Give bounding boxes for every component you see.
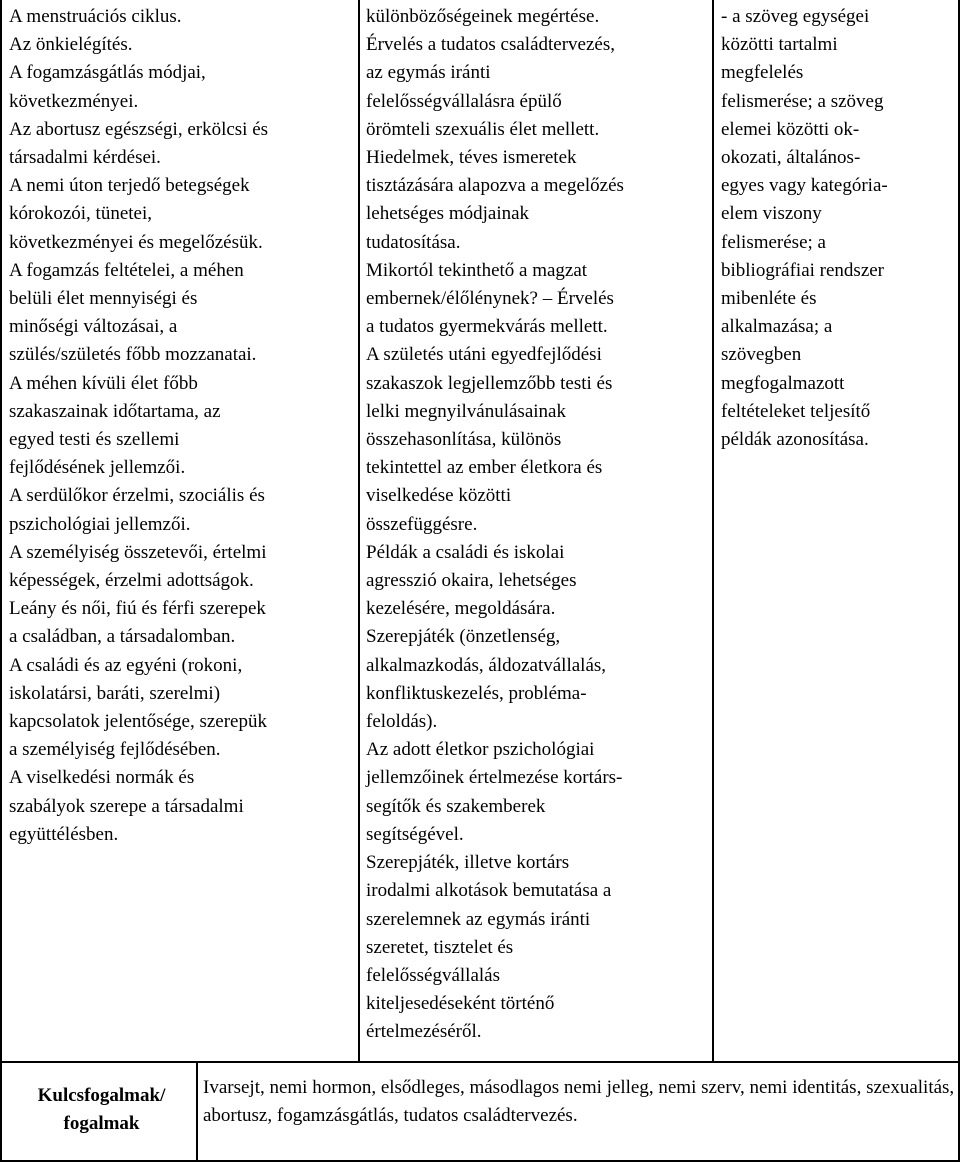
column-divider-2	[712, 0, 714, 1062]
topic-line: A fogamzás feltételei, a méhen	[9, 259, 244, 281]
activity-line: tisztázására alapozva a megelőzés	[366, 175, 624, 197]
key-concepts-text: Ivarsejt, nemi hormon, elsődleges, másodlagos nemi jelleg, nemi szerv, nemi identitás, szexualitás, abortusz, fogamzásgátlás, tudatos családtervezés.	[203, 1077, 955, 1126]
skill-line: mibenléte és	[721, 288, 817, 310]
topic-line: A nemi úton terjedő betegségek	[9, 175, 250, 197]
activity-line: segítségével.	[366, 823, 464, 845]
row-divider	[0, 1061, 960, 1063]
topic-line: A menstruációs ciklus.	[9, 6, 182, 27]
skill-line: bibliográfiai rendszer	[721, 259, 885, 281]
topic-line: társadalmi kérdései.	[9, 147, 161, 169]
key-concepts-divider	[196, 1062, 198, 1162]
column-divider-1	[358, 0, 360, 1062]
topic-line: Az önkielégítés.	[9, 34, 133, 56]
activity-line: szeretet, tisztelet és	[366, 936, 514, 958]
skill-line: elem viszony	[721, 203, 822, 225]
topic-line: Leány és női, fiú és férfi szerepek	[9, 598, 266, 620]
activity-line: Érvelés a tudatos családtervezés,	[366, 34, 615, 56]
topic-line: szakaszainak időtartama, az	[9, 400, 221, 422]
key-concepts-label	[10, 1082, 193, 1138]
topic-line: egyed testi és szellemi	[9, 429, 180, 451]
activity-line: Az adott életkor pszichológiai	[366, 739, 595, 761]
activity-line: feloldás).	[366, 711, 438, 733]
topic-line: belüli élet mennyiségi és	[9, 288, 198, 310]
activity-line: az egymás iránti	[366, 62, 491, 84]
skill-line: megfogalmazott	[721, 372, 845, 394]
topic-line: következményei.	[9, 90, 139, 112]
topic-line: pszichológiai jellemzői.	[9, 513, 191, 535]
skill-line: - a szöveg egységei	[721, 6, 870, 27]
activity-line: embernek/élőlénynek? – Érvelés	[366, 288, 614, 310]
activity-line: Szerepjáték (önzetlenség,	[366, 626, 561, 648]
skill-line: megfelelés	[721, 62, 804, 84]
activity-line: összefüggésre.	[366, 513, 478, 535]
topic-line: szabályok szerepe a társadalmi	[9, 795, 244, 817]
skill-line: elemei közötti ok-	[721, 118, 860, 140]
topic-line: Az abortusz egészségi, erkölcsi és	[9, 118, 269, 140]
skill-line: okozati, általános-	[721, 147, 861, 169]
activity-line: tekintettel az ember életkora és	[366, 457, 603, 479]
activity-line: a tudatos gyermekvárás mellett.	[366, 316, 608, 338]
topic-line: következményei és megelőzésük.	[9, 231, 263, 253]
activity-line: A születés utáni egyedfejlődési	[366, 344, 602, 366]
skill-line: szövegben	[721, 344, 802, 366]
activity-line: tudatosítása.	[366, 231, 461, 253]
activity-line: kezelésére, megoldására.	[366, 598, 556, 620]
skill-line: példák azonosítása.	[721, 429, 869, 451]
activity-line: Hiedelmek, téves ismeretek	[366, 147, 577, 169]
key-concepts-label-line-1: Kulcsfogalmak/	[37, 1085, 166, 1106]
activity-line: agresszió okaira, lehetséges	[366, 570, 577, 592]
skills-column	[721, 3, 957, 454]
topic-line: iskolatársi, baráti, szerelmi)	[9, 682, 221, 704]
activity-line: örömteli szexuális élet mellett.	[366, 118, 600, 140]
activity-line: felelősségvállalásra épülő	[366, 90, 562, 112]
topic-line: szülés/születés főbb mozzanatai.	[9, 344, 257, 366]
skill-line: felismerése; a szöveg	[721, 90, 884, 112]
topic-line: a családban, a társadalomban.	[9, 626, 236, 648]
topic-line: kapcsolatok jelentősége, szerepük	[9, 711, 267, 733]
activities-column	[366, 3, 711, 1047]
topic-line: kórokozói, tünetei,	[9, 203, 152, 225]
topic-line: A személyiség összetevői, értelmi	[9, 541, 267, 563]
topic-line: A fogamzásgátlás módjai,	[9, 62, 206, 84]
skill-line: feltételeket teljesítő	[721, 400, 871, 422]
skill-line: egyes vagy kategória-	[721, 175, 888, 197]
activity-line: konfliktuskezelés, probléma-	[366, 682, 587, 704]
activity-line: összehasonlítása, különös	[366, 429, 562, 451]
topic-line: A viselkedési normák és	[9, 767, 195, 789]
activity-line: felelősségvállalás	[366, 964, 501, 986]
activity-line: viselkedése közötti	[366, 485, 512, 507]
activity-line: alkalmazkodás, áldozatvállalás,	[366, 654, 607, 676]
activity-line: lelki megnyilvánulásainak	[366, 400, 566, 422]
activity-line: szerelemnek az egymás iránti	[366, 908, 591, 930]
activity-line: lehetséges módjainak	[366, 203, 530, 225]
skill-line: alkalmazása; a	[721, 316, 833, 338]
activity-line: jellemzőinek értelmezése kortárs-	[366, 767, 623, 789]
activity-line: Példák a családi és iskolai	[366, 541, 565, 563]
activity-line: Szerepjáték, illetve kortárs	[366, 852, 570, 874]
topic-line: minőségi változásai, a	[9, 316, 178, 338]
activity-line: különbözőségeinek megértése.	[366, 6, 600, 27]
topic-line: képességek, érzelmi adottságok.	[9, 570, 254, 592]
activity-line: értelmezéséről.	[366, 1021, 482, 1043]
topic-line: A méhen kívüli élet főbb	[9, 372, 198, 394]
topic-line: A serdülőkor érzelmi, szociális és	[9, 485, 265, 507]
activity-line: irodalmi alkotások bemutatása a	[366, 880, 612, 902]
key-concepts-label-line-2: fogalmak	[63, 1113, 140, 1134]
topic-line: fejlődésének jellemzői.	[9, 457, 186, 479]
table-left-border	[0, 0, 2, 1162]
activity-line: segítők és szakemberek	[366, 795, 546, 817]
topic-line: együttélésben.	[9, 823, 119, 845]
activity-line: Mikortól tekinthető a magzat	[366, 259, 588, 281]
activity-line: szakaszok legjellemzőbb testi és	[366, 372, 613, 394]
skill-line: közötti tartalmi	[721, 34, 838, 56]
topic-line: a személyiség fejlődésében.	[9, 739, 221, 761]
topics-column	[9, 3, 357, 849]
skill-line: felismerése; a	[721, 231, 826, 253]
topic-line: A családi és az egyéni (rokoni,	[9, 654, 243, 676]
activity-line: kiteljesedéseként történő	[366, 993, 555, 1015]
